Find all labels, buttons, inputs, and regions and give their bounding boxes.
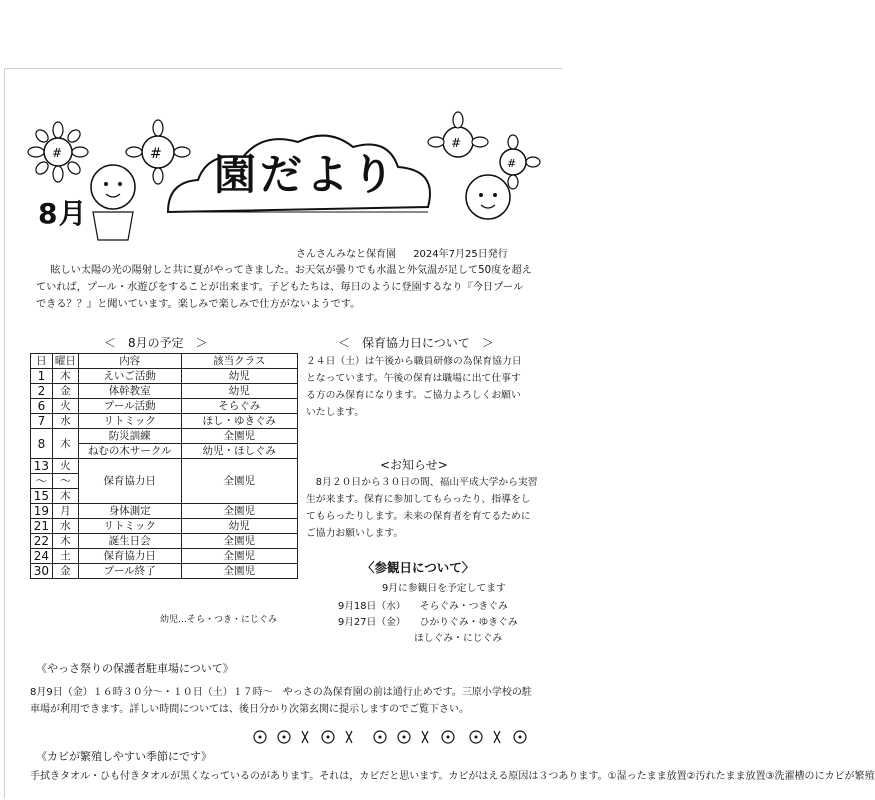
table-row bbox=[31, 519, 298, 534]
schedule-header-row bbox=[31, 354, 298, 369]
table-row bbox=[31, 549, 298, 564]
row-event: プール活動 bbox=[78, 399, 181, 414]
svg-text:#: # bbox=[507, 157, 517, 170]
header-weekday: 曜日 bbox=[52, 354, 78, 369]
svg-text:#: # bbox=[52, 146, 63, 160]
flower-border-icon bbox=[250, 726, 540, 748]
row-day: 22 bbox=[31, 534, 53, 549]
row-event: 防災訓練 bbox=[78, 429, 181, 444]
table-row bbox=[31, 564, 298, 579]
parking-title: 《やっさ祭りの保護者駐車場について》 bbox=[36, 662, 234, 675]
row-day: 24 bbox=[31, 549, 53, 564]
row-day: 2 bbox=[31, 384, 53, 399]
visit-classes: ひかりぐみ・ゆきぐみ bbox=[419, 617, 518, 628]
child-face-icon bbox=[91, 165, 135, 240]
visit-row bbox=[338, 614, 518, 628]
row-target: 幼児・ほしぐみ bbox=[181, 444, 297, 459]
nursery-name: さんさんみなと保育園 bbox=[296, 249, 396, 260]
table-row bbox=[31, 459, 298, 474]
table-row bbox=[31, 429, 298, 444]
svg-text:#: # bbox=[451, 136, 462, 150]
table-row bbox=[31, 414, 298, 429]
row-event: 保育協力日 bbox=[78, 549, 181, 564]
row-day: 30 bbox=[31, 564, 53, 579]
schedule-table bbox=[30, 353, 298, 579]
sunflower-icon bbox=[428, 112, 488, 157]
schedule-title: ＜ 8月の予定 ＞ bbox=[104, 336, 208, 350]
visit-classes: ほしぐみ・にじぐみ bbox=[414, 633, 503, 644]
coop-day-title: ＜ 保育協力日について ＞ bbox=[338, 336, 494, 350]
row-event: リトミック bbox=[78, 519, 181, 534]
row-weekday: 木 bbox=[52, 534, 78, 549]
header-event: 内容 bbox=[78, 354, 181, 369]
row-target: 全園児 bbox=[181, 429, 297, 444]
child-face-icon bbox=[466, 175, 510, 219]
issue-date: 2024年7月25日発行 bbox=[413, 249, 508, 260]
publisher-line bbox=[296, 245, 508, 260]
row-target: 幼児 bbox=[181, 384, 297, 399]
row-weekday: 火 bbox=[52, 399, 78, 414]
row-event: えいご活動 bbox=[78, 369, 181, 384]
table-row bbox=[31, 399, 298, 414]
row-target: 全園児 bbox=[181, 549, 297, 564]
row-weekday: 金 bbox=[52, 564, 78, 579]
schedule-note: 幼児…そら・つき・にじぐみ bbox=[160, 615, 278, 625]
row-weekday: 月 bbox=[52, 504, 78, 519]
row-day: 15 bbox=[31, 489, 53, 504]
row-weekday: 木 bbox=[52, 429, 78, 459]
mold-text: 手拭きタオル・ひも付きタオルが黒くなっているのがあります。それは，カビだと思います。カビがはえる原因は３つあります。①湿ったまま放置②汚れたまま放置③洗濯槽のにカビが繁殖 bbox=[30, 771, 875, 782]
row-weekday: 水 bbox=[52, 519, 78, 534]
row-target: 全園児 bbox=[181, 459, 297, 504]
row-event: ねむの木サークル bbox=[78, 444, 181, 459]
row-weekday: 木 bbox=[52, 489, 78, 504]
table-row bbox=[31, 534, 298, 549]
coop-day-text: ２４日（土）は午後から職員研修の為保育協力日となっています。午後の保育は職場に出て仕事する方のみ保育になります。ご協力よろしくお願いいたします。 bbox=[306, 356, 522, 418]
row-weekday: 火 bbox=[52, 459, 78, 474]
visit-row bbox=[338, 598, 508, 612]
newsletter-title: 園だより bbox=[214, 150, 399, 199]
row-target: 全園児 bbox=[181, 504, 297, 519]
row-weekday: 金 bbox=[52, 384, 78, 399]
row-event: リトミック bbox=[78, 414, 181, 429]
mold-title: 《カビが繁殖しやすい季節にです》 bbox=[36, 750, 212, 763]
header-target: 該当クラス bbox=[181, 354, 297, 369]
row-target: 全園児 bbox=[181, 534, 297, 549]
row-weekday: 土 bbox=[52, 549, 78, 564]
header-day: 日 bbox=[31, 354, 53, 369]
visit-day-title: 〈参観日について〉 bbox=[362, 560, 475, 575]
row-event: プール終了 bbox=[78, 564, 181, 579]
table-row bbox=[31, 504, 298, 519]
row-weekday: ～ bbox=[52, 474, 78, 489]
header-banner bbox=[18, 112, 548, 242]
row-weekday: 水 bbox=[52, 414, 78, 429]
row-day: 21 bbox=[31, 519, 53, 534]
row-target: 全園児 bbox=[181, 564, 297, 579]
row-target: 幼児 bbox=[181, 519, 297, 534]
parking-text: 8月9日（金）１６時３０分～・１０日（土）１７時～ やっさの為保育園の前は通行止めです。三原小学校の駐車場が利用できます。詳しい時間については、後日分かり次第玄関に提示しますのでご覧下さい。 bbox=[30, 687, 532, 715]
row-event: 身体測定 bbox=[78, 504, 181, 519]
row-event: 体幹教室 bbox=[78, 384, 181, 399]
row-day: 19 bbox=[31, 504, 53, 519]
sunflower-icon bbox=[500, 135, 540, 189]
month-label: 8月 bbox=[38, 197, 88, 230]
row-day: ～ bbox=[31, 474, 53, 489]
visit-classes: そらぐみ・つきぐみ bbox=[419, 601, 508, 612]
notice-title: <お知らせ> bbox=[380, 458, 448, 472]
row-weekday: 木 bbox=[52, 369, 78, 384]
visit-date: 9月27日（金） bbox=[338, 617, 406, 628]
row-event: 保育協力日 bbox=[78, 459, 181, 504]
intro-paragraph: 眩しい太陽の光の陽射しと共に夏がやってきました。お天気が曇りでも水温と外気温が足して50度を超えていれば，プール・水遊びをすることが出来ます。子どもたちは、毎日のように登園するなり『今日プールできる？？』と聞いています。楽しみで楽しみで仕方がないようです。 bbox=[36, 265, 532, 310]
table-row bbox=[31, 384, 298, 399]
visit-date: 9月18日（水） bbox=[338, 601, 406, 612]
table-row bbox=[31, 369, 298, 384]
row-day: 6 bbox=[31, 399, 53, 414]
row-day: 1 bbox=[31, 369, 53, 384]
row-target: そらぐみ bbox=[181, 399, 297, 414]
svg-text:#: # bbox=[150, 146, 162, 162]
visit-row bbox=[414, 630, 502, 644]
row-day: 13 bbox=[31, 459, 53, 474]
row-day: 8 bbox=[31, 429, 53, 459]
row-day: 7 bbox=[31, 414, 53, 429]
row-target: ほし・ゆきぐみ bbox=[181, 414, 297, 429]
sunflower-icon bbox=[28, 122, 88, 182]
row-event: 誕生日会 bbox=[78, 534, 181, 549]
sunflower-icon bbox=[126, 120, 190, 184]
row-target: 幼児 bbox=[181, 369, 297, 384]
notice-text: 8月２０日から３０日の間、福山平成大学から実習生が来ます。保育に参加してもらったり、指導をしてもらったりします。未来の保育者を育てるためにご協力お願いします。 bbox=[306, 477, 538, 539]
visit-day-note: 9月に参観日を予定してます bbox=[382, 583, 506, 594]
